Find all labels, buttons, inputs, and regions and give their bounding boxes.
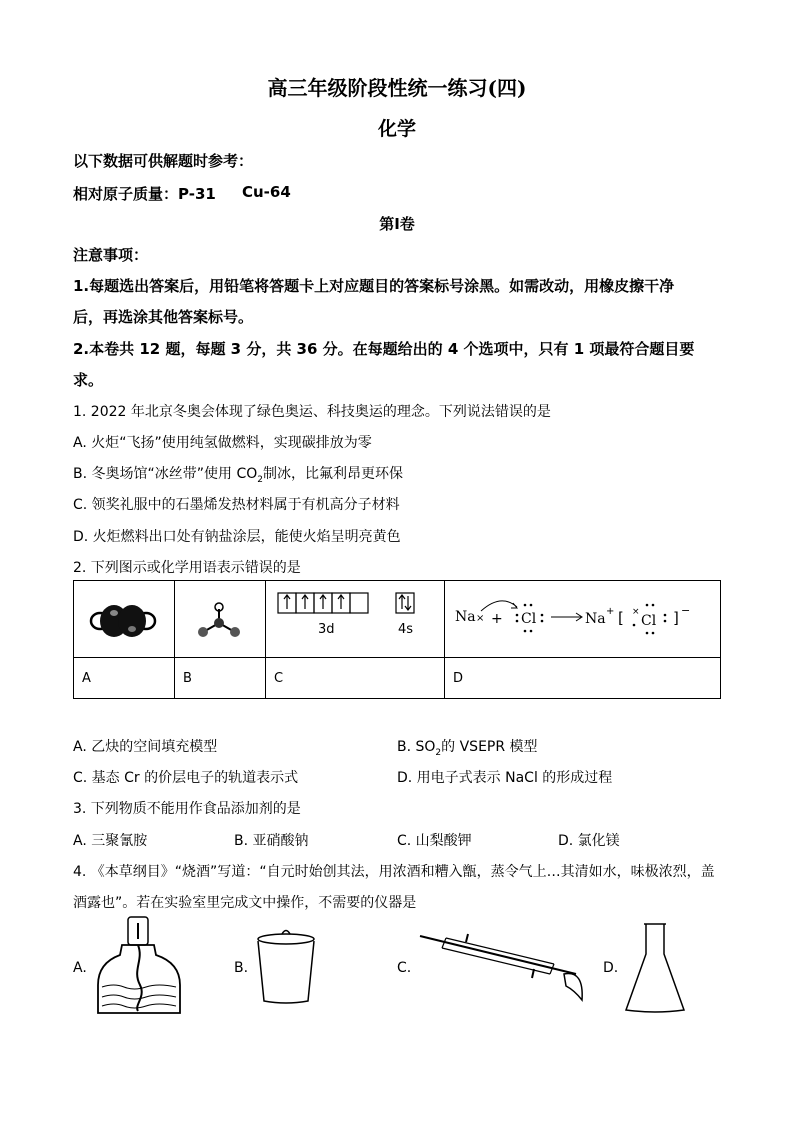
note-2-line-2: 求。 [73, 371, 104, 389]
q1-stem: 1. 2022 年北京冬奥会体现了绿色奥运、科技奥运的理念。下列说法错误的是 [73, 404, 551, 420]
steamer-pot-icon [254, 925, 318, 1007]
atomic-mass-cu: Cu-64 [242, 183, 291, 201]
na-symbol: Na [455, 609, 476, 625]
q2-figure-d [445, 581, 721, 658]
notes-heading: 注意事项： [73, 246, 149, 264]
q1-option-b: B. 冬奥场馆“冰丝带”使用 $CO_2$制冰，比氟利昂更环保 [73, 466, 403, 485]
svg-text:]: ] [673, 609, 679, 627]
q2-figure-a [74, 581, 175, 658]
q2-label-b: B [175, 658, 266, 699]
so2-vsepr-model [175, 581, 265, 653]
label-3d: 3d [318, 622, 335, 637]
q2-figure-b [175, 581, 266, 658]
na-ion-charge: + [606, 606, 615, 617]
nacl-formation-electron-diagram [445, 581, 720, 653]
q3-option-b: B. 亚硝酸钠 [234, 833, 309, 849]
cl-ion-charge: − [681, 604, 691, 617]
reference-note: 以下数据可供解题时参考： [73, 152, 254, 170]
cl-ion-symbol: Cl [641, 613, 657, 629]
acetylene-space-filling-model [74, 581, 174, 653]
q3-option-d: D. 氯化镁 [558, 833, 620, 849]
section-title: 第I卷 [379, 215, 415, 233]
q2-label-c: C [266, 658, 445, 699]
label-4s: 4s [398, 622, 414, 637]
alcohol-lamp-icon [94, 915, 184, 1017]
q2-option-a: A. 乙炔的空间填充模型 [73, 739, 218, 755]
q2-stem: 2. 下列图示或化学用语表示错误的是 [73, 560, 301, 576]
q2-figure-table [73, 580, 721, 699]
q4-stem-line-2: 酒露也”。若在实验室里完成文中操作，不需要的仪器是 [73, 895, 417, 911]
q2-label-a: A [74, 658, 175, 699]
note-1-line-1: 1.每题选出答案后，用铅笔将答题卡上对应题目的答案标号涂黑。如需改动，用橡皮擦干净 [73, 277, 675, 295]
note-1-line-2: 后，再选涂其他答案标号。 [73, 308, 254, 326]
note-2-line-1: 2.本卷共 12 题，每题 3 分，共 36 分。在每题给出的 4 个选项中，只有 1 项最符合题目要 [73, 340, 695, 358]
condenser-tube-icon [416, 930, 586, 1008]
q3-option-a: A. 三聚氰胺 [73, 833, 148, 849]
cl-symbol: Cl [521, 611, 537, 627]
na-ion-symbol: Na [585, 611, 606, 627]
q1-option-c: C. 领奖礼服中的石墨烯发热材料属于有机高分子材料 [73, 497, 400, 513]
q2-label-d: D [445, 658, 721, 699]
page-title: 高三年级阶段性统一练习(四) [267, 76, 527, 100]
q4-label-d: D. [603, 960, 619, 976]
q2-figure-c [266, 581, 445, 658]
subject-title: 化学 [377, 118, 416, 140]
atomic-mass-p: 相对原子质量：P-31 [73, 185, 216, 203]
svg-text:[: [ [618, 609, 624, 627]
svg-text:×: × [632, 607, 640, 617]
q4-label-c: C. [397, 960, 412, 976]
plus-sign: + [491, 611, 503, 627]
q3-stem: 3. 下列物质不能用作食品添加剂的是 [73, 801, 301, 817]
q2-option-c: C. 基态 Cr 的价层电子的轨道表示式 [73, 770, 299, 786]
q1-option-d: D. 火炬燃料出口处有钠盐涂层，能使火焰呈明亮黄色 [73, 529, 401, 545]
svg-text:×: × [476, 613, 485, 624]
q4-label-b: B. [234, 960, 249, 976]
q3-option-c: C. 山梨酸钾 [397, 833, 472, 849]
cr-orbital-diagram [266, 581, 444, 653]
q4-label-a: A. [73, 960, 87, 976]
q2-option-b: B. $SO_2$的 VSEPR 模型 [397, 739, 538, 758]
conical-flask-icon [622, 920, 688, 1016]
q4-stem-line-1: 4. 《本草纲目》“烧酒”写道：“自元时始创其法，用浓酒和糟入甑，蒸令气上…其清如水，味极浓烈，盖 [73, 864, 715, 880]
q2-option-d: D. 用电子式表示 NaCl 的形成过程 [397, 770, 613, 786]
q1-option-a: A. 火炬“飞扬”使用纯氢做燃料，实现碳排放为零 [73, 435, 372, 451]
